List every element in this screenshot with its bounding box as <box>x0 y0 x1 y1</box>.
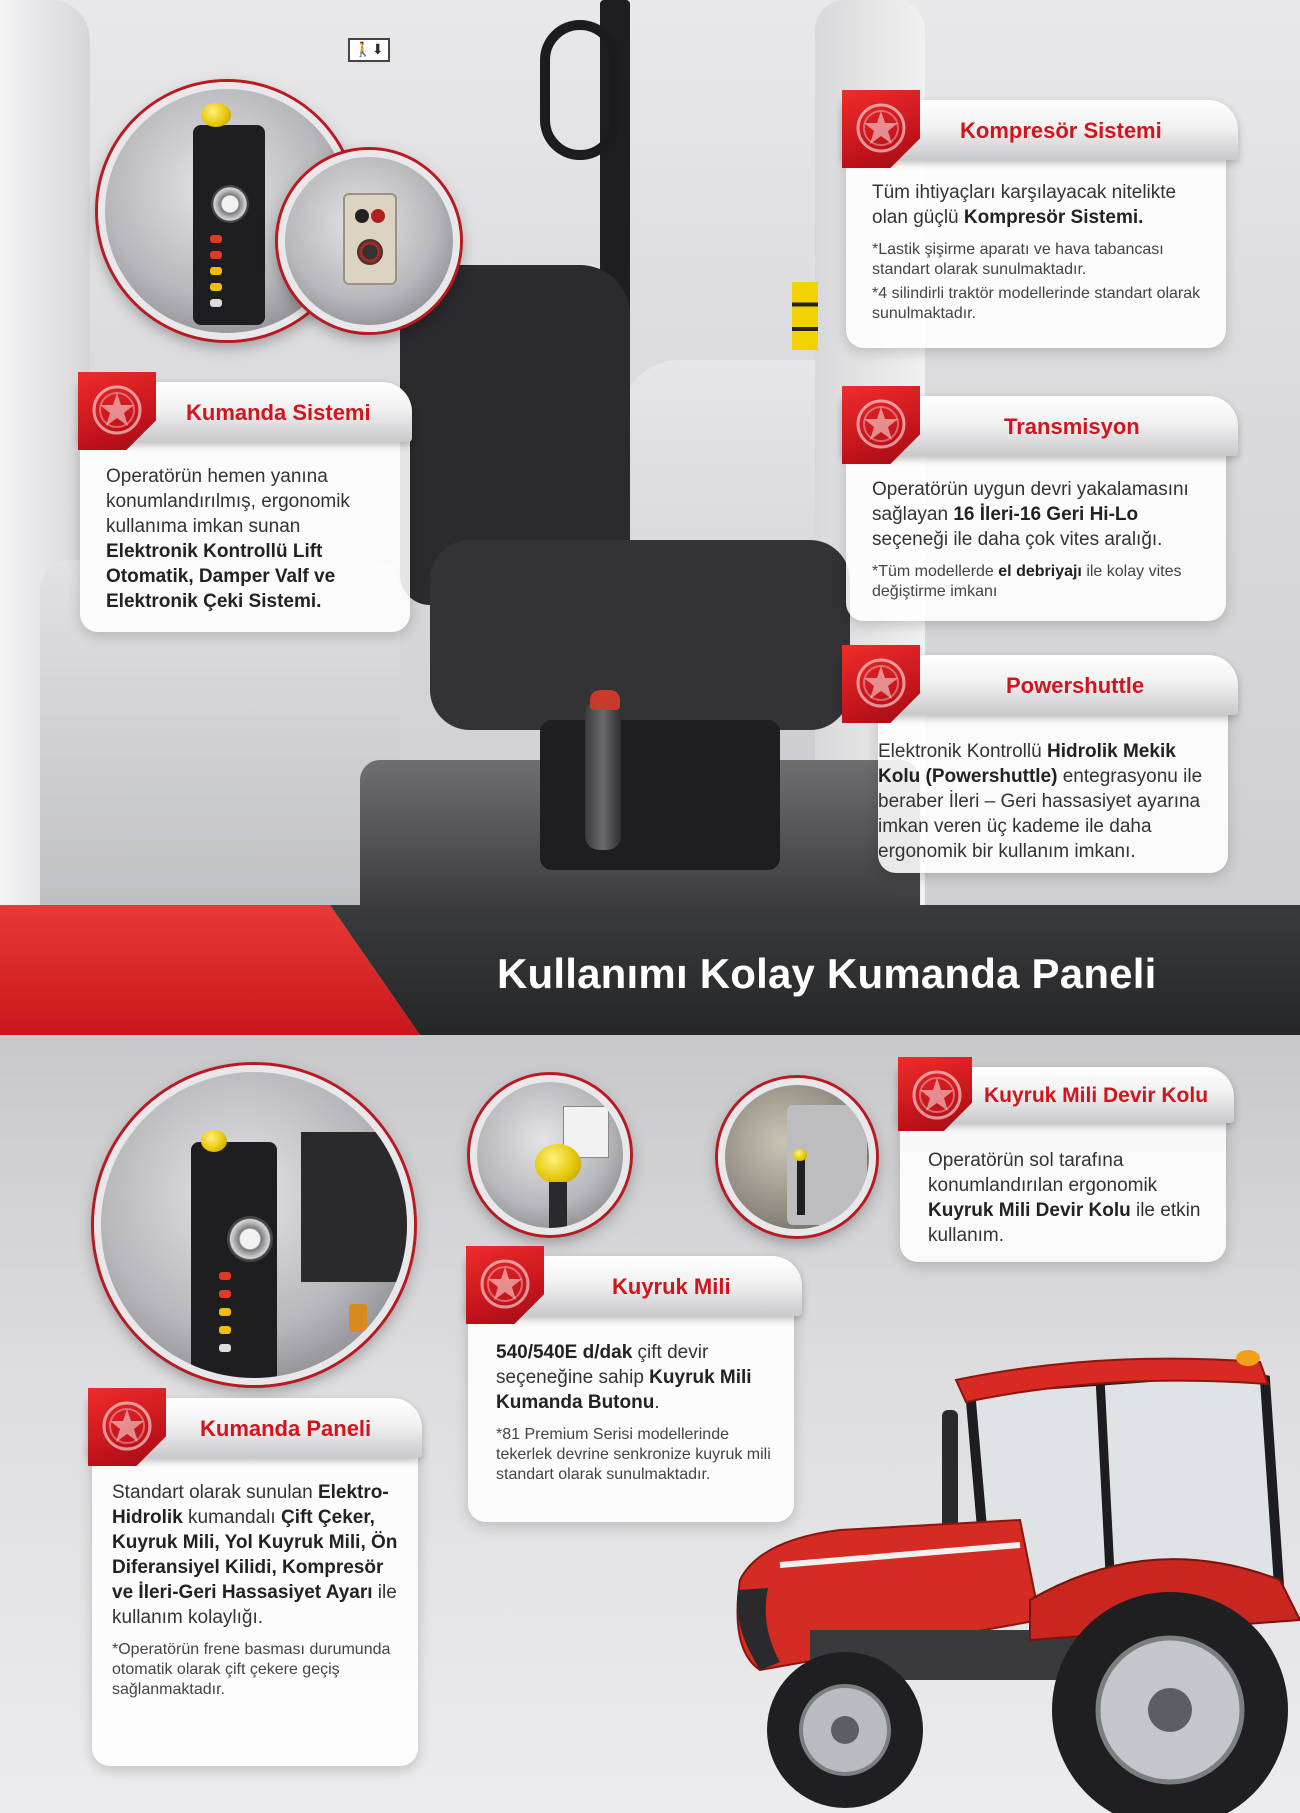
led-main-3 <box>219 1308 231 1316</box>
kumanda-sistemi-title: Kumanda Sistemi <box>186 400 371 425</box>
kumanda-paneli-text3: ile kullanım kolaylığı. <box>112 1582 397 1628</box>
front-wheel-hub <box>831 1716 859 1744</box>
transmisyon-note <box>872 562 1217 602</box>
beacon-light <box>1236 1350 1260 1366</box>
card-head-kumanda-paneli <box>88 1398 422 1458</box>
card-kuyruk-mili-devir <box>900 1110 1226 1262</box>
zoom-lift-control <box>278 150 460 332</box>
star-wheel-icon <box>78 372 156 450</box>
kuyruk-mili-devir-text1: Operatörün sol tarafına konumlandırılan ergonomik <box>928 1150 1158 1196</box>
led-3 <box>210 267 222 275</box>
roof-handle <box>540 20 620 160</box>
control-strip-main <box>191 1142 277 1382</box>
transmisyon-note-b: ile kolay vites değiştirme imkanı <box>872 563 1182 600</box>
card-head-kompresor <box>842 100 1238 160</box>
transmisyon-title: Transmisyon <box>1004 414 1140 439</box>
operator-seat-cushion <box>430 540 850 730</box>
led-4 <box>210 283 222 291</box>
lift-knob-2 <box>357 239 383 265</box>
rear-wheel-hub <box>1148 1688 1192 1732</box>
card-powershuttle <box>878 705 1228 873</box>
kuyruk-mili-devir-text2: ile etkin kullanım. <box>928 1200 1201 1246</box>
lever-knob <box>590 690 620 710</box>
powershuttle-lever <box>585 700 621 850</box>
kuyruk-mili-bold2: Kuyruk Mili Kumanda Butonu <box>496 1367 752 1413</box>
kompresor-line2a: olan güçlü <box>872 207 964 228</box>
star-wheel-icon <box>88 1388 166 1466</box>
kuyruk-mili-devir-body <box>928 1148 1208 1248</box>
kompresor-line1: Tüm ihtiyaçları karşılayacak nitelikte <box>872 182 1177 203</box>
star-wheel-icon <box>898 1057 972 1131</box>
card-kumanda-paneli <box>92 1442 418 1766</box>
led-main-5 <box>219 1344 231 1352</box>
kumanda-paneli-bold2: Çift Çeker, Kuyruk Mili, Yol Kuyruk Mili, Ön Diferansiyel Kilidi, Kompresör ve İleri-Geri Hassasiyet Ayarı <box>112 1507 398 1603</box>
yellow-knob <box>201 103 231 127</box>
transmisyon-text2: seçeneği ile daha çok vites aralığı. <box>872 529 1163 550</box>
kumanda-paneli-note: *Operatörün frene basması durumunda otomatik olarak çift çekere geçiş sağlanmaktadır. <box>112 1641 391 1698</box>
usb-port <box>349 1304 367 1332</box>
kumanda-paneli-body <box>112 1480 408 1700</box>
gauge-main <box>227 1216 273 1262</box>
card-head-kuyruk-mili <box>466 1256 802 1316</box>
transmisyon-body <box>872 477 1217 602</box>
kumanda-paneli-title: Kumanda Paneli <box>200 1416 372 1441</box>
led-5 <box>210 299 222 307</box>
gauge <box>211 185 249 223</box>
kuyruk-mili-devir-bold: Kuyruk Mili Devir Kolu <box>928 1200 1131 1221</box>
kuyruk-mili-note: *81 Premium Serisi modellerinde tekerlek devrine senkronize kuyruk mili standart olarak sunulmaktadır. <box>496 1426 771 1483</box>
zoom-main-control-panel <box>94 1065 414 1385</box>
led-1 <box>210 235 222 243</box>
kumanda-sistemi-bold: Elektronik Kontrollü Lift Otomatik, Damper Valf ve Elektronik Çeki Sistemi. <box>106 541 336 612</box>
transmisyon-text1: Operatörün uygun devri yakalamasını sağlayan <box>872 479 1189 525</box>
seat-suspension <box>540 720 780 870</box>
banner-title: Kullanımı Kolay Kumanda Paneli <box>497 950 1157 997</box>
card-transmisyon <box>846 445 1226 621</box>
pto-lever-knob <box>793 1149 807 1161</box>
led-main-2 <box>219 1290 231 1298</box>
card-head-transmisyon <box>842 396 1238 456</box>
kuyruk-mili-text2: . <box>654 1392 660 1413</box>
kumanda-paneli-text2: kumandalı <box>182 1507 281 1528</box>
pto-stem <box>549 1182 567 1235</box>
control-strip <box>193 125 265 325</box>
powershuttle-title: Powershuttle <box>1006 673 1145 698</box>
exit-sign: 🚶⬇ <box>348 38 390 62</box>
kumanda-sistemi-text: Operatörün hemen yanına konumlandırılmış, ergonomik kullanıma imkan sunan <box>106 466 350 537</box>
kompresor-note1: *Lastik şişirme aparatı ve hava tabancası standart olarak sunulmaktadır. <box>872 241 1164 278</box>
kompresor-line2b: Kompresör Sistemi. <box>963 207 1144 228</box>
transmisyon-note-bold: el debriyajı <box>998 563 1082 580</box>
star-wheel-icon <box>842 90 920 168</box>
powershuttle-bold: Hidrolik Mekik Kolu (Powershuttle) <box>878 741 1176 787</box>
transmisyon-note-a: *Tüm modellerde <box>872 563 999 580</box>
tractor-illustration <box>720 1350 1300 1813</box>
zoom-pto-button <box>470 1075 630 1235</box>
led-2 <box>210 251 222 259</box>
dark-window <box>301 1132 414 1282</box>
card-head-kuyruk-mili-devir <box>898 1067 1234 1123</box>
lift-knob-1 <box>355 209 369 223</box>
kompresor-note2: *4 silindirli traktör modellerinde standart olarak sunulmaktadır. <box>872 285 1201 322</box>
pto-lever-shaft <box>797 1155 805 1215</box>
kumanda-paneli-text1: Standart olarak sunulan <box>112 1482 318 1503</box>
kompresor-body <box>872 180 1212 324</box>
powershuttle-body <box>878 739 1218 864</box>
kompresor-title: Kompresör Sistemi <box>960 118 1162 143</box>
pto-yellow-button <box>535 1144 581 1184</box>
kuyruk-mili-bold1: 540/540E d/dak <box>496 1342 633 1363</box>
transmisyon-bold: 16 İleri-16 Geri Hi-Lo <box>953 504 1139 525</box>
kuyruk-mili-devir-title: Kuyruk Mili Devir Kolu <box>984 1084 1209 1107</box>
card-kumanda-sistemi <box>80 430 410 632</box>
card-head-powershuttle <box>842 655 1238 715</box>
led-main-1 <box>219 1272 231 1280</box>
card-kompresor <box>846 152 1226 348</box>
warning-sticker <box>792 282 818 350</box>
star-wheel-icon <box>842 386 920 464</box>
section-banner <box>0 905 1300 1035</box>
led-main-4 <box>219 1326 231 1334</box>
star-wheel-icon <box>842 645 920 723</box>
kumanda-sistemi-body <box>106 464 396 614</box>
yellow-knob-main <box>201 1130 227 1152</box>
powershuttle-text1: Elektronik Kontrollü <box>878 741 1047 762</box>
kuyruk-mili-text1: çift devir seçeneğine sahip <box>496 1342 709 1388</box>
kuyruk-mili-title: Kuyruk Mili <box>612 1274 731 1299</box>
kumanda-paneli-bold1: Elektro-Hidrolik <box>112 1482 389 1528</box>
zoom-pto-lever <box>718 1078 876 1236</box>
card-head-kumanda-sistemi <box>78 382 412 442</box>
powershuttle-text2: entegrasyonu ile beraber İleri – Geri hassasiyet ayarına imkan veren üç kademe ile daha ergonomik bir kullanım imkanı. <box>878 766 1203 862</box>
star-wheel-icon <box>466 1246 544 1324</box>
